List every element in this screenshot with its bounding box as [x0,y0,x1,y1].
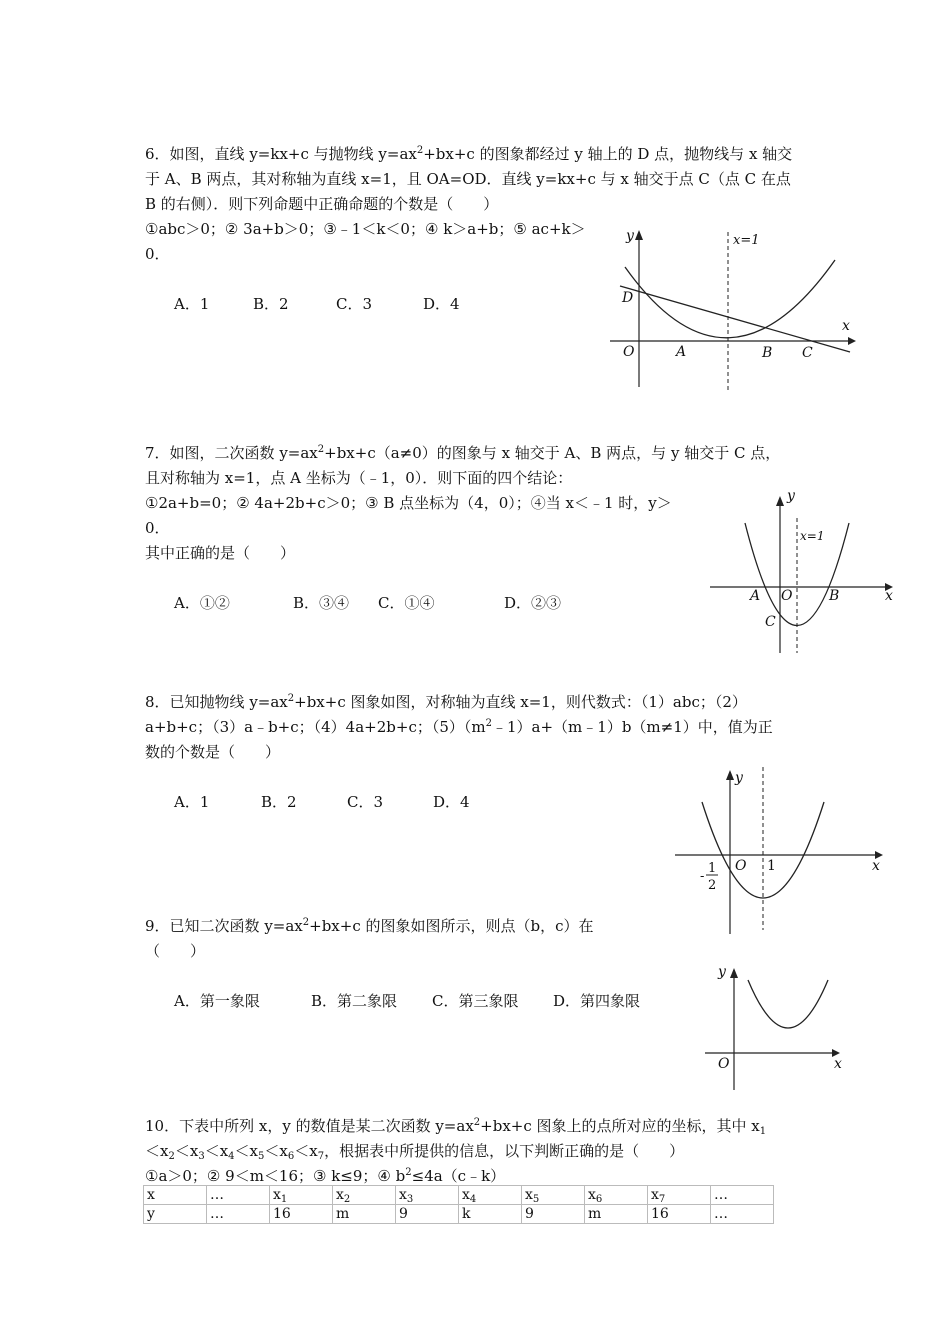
q6-label-b: B [762,345,773,361]
q6-label-d: D [622,290,634,306]
table-cell: $x_7$ [648,1186,711,1205]
q6-line-kx-c [620,286,850,352]
q6-option-a[interactable]: A．1 [174,295,210,313]
q9-option-a[interactable]: A．第一象限 [174,992,260,1010]
q7-line-4: 0． [145,519,170,537]
q10-sup: 2 [473,1117,481,1128]
q8-figure [670,762,892,937]
table-cell: $x_1$ [270,1186,333,1205]
q8-text-1b: +bx+c 图象如图，对称轴为直线 x=1，则代数式：（1）abc；（2） [294,693,747,711]
q8-option-d[interactable]: D．4 [433,793,470,811]
q10-text-3a: ①a＞0；② 9＜m＜16；③ k≤9；④ b [145,1167,406,1185]
q6-y-arrow [635,230,643,240]
q6-x-arrow [848,337,856,345]
table-cell-y-label: y [144,1205,207,1224]
table-cell: $x_3$ [396,1186,459,1205]
q7-line-2: 且对称轴为 x=1，点 A 坐标为（﹣1，0）．则下面的四个结论： [145,469,573,487]
table-cell: … [711,1186,774,1205]
q9-figure [700,958,850,1093]
q8-sup-2: 2 [485,718,492,729]
q7-option-c[interactable]: C．①④ [378,594,435,612]
q9-parabola [748,980,828,1028]
table-cell: m [333,1205,396,1224]
q6-option-d[interactable]: D．4 [423,295,460,313]
q7-figure [705,488,900,656]
q7-number: 7． [145,444,170,462]
q10-line-2: $<x_2<x_3<x_4<x_5<x_6<x_7$，根据表中所提供的信息，以下判断正确的是（ ） [145,1142,685,1162]
table-cell: … [207,1205,270,1224]
table-cell: 9 [396,1205,459,1224]
q9-option-b[interactable]: B．第二象限 [311,992,398,1010]
q6-figure [600,222,860,392]
q6-number: 6． [145,145,170,163]
table-cell: $x_6$ [585,1186,648,1205]
q6-line-3: B 的右侧）．则下列命题中正确命题的个数是（ ） [145,195,499,213]
table-row [144,1186,774,1205]
table-cell: $x_5$ [522,1186,585,1205]
q8-number: 8． [145,693,170,711]
q7-y-arrow [776,496,784,506]
q7-sup: 2 [317,444,325,455]
table-cell: k [459,1205,522,1224]
q9-label-y: y [718,964,726,980]
q8-label-minus: - [700,869,705,884]
q10-text-1b: +bx+c 图象上的点所对应的坐标，其中 x [480,1117,760,1135]
table-cell: 16 [648,1205,711,1224]
q6-label-y: y [626,228,634,244]
q8-line-1 [145,692,747,712]
table-cell: … [207,1186,270,1205]
q6-label-o: O [623,344,635,360]
q8-text-2b: ﹣1）a+（m﹣1）b（m≠1）中，值为正 [492,718,773,736]
q9-option-c[interactable]: C．第三象限 [432,992,519,1010]
q9-line-2: （ ） [145,942,206,960]
q10-value-table [143,1185,774,1224]
q6-option-c[interactable]: C．3 [336,295,373,313]
q10-line-3 [145,1166,505,1186]
q9-number: 9． [145,917,170,935]
q6-option-b[interactable]: B．2 [253,295,289,313]
q8-text-1a: 已知抛物线 y=ax [169,693,288,711]
q8-line-2 [145,717,773,737]
table-cell: 9 [522,1205,585,1224]
q7-label-a: A [750,588,761,604]
q9-y-arrow [730,968,738,978]
q8-label-o: O [735,858,747,874]
q7-label-c: C [765,614,776,630]
q9-line-1 [145,916,594,936]
q7-text-1b: +bx+c（a≠0）的图象与 x 轴交于 A、B 两点，与 y 轴交于 C 点， [324,444,781,462]
q6-text-1b: +bx+c 的图象都经过 y 轴上的 D 点，抛物线与 x 轴交 [423,145,793,163]
q6-line-1 [145,144,792,164]
q8-sup: 2 [287,693,295,704]
q7-label-b: B [829,588,840,604]
q10-text-3b: ≤4a（c﹣k） [411,1167,506,1185]
q9-label-x: x [834,1056,842,1072]
q7-label-axis: x=1 [800,529,825,543]
q6-label-axis: x=1 [733,233,760,248]
table-cell: 16 [270,1205,333,1224]
q6-line-5: 0． [145,245,170,263]
q6-line-2: 于 A、B 两点，其对称轴为直线 x=1，且 OA=OD．直线 y=kx+c 与 x 轴交于点 C（点 C 在点 [145,170,791,188]
q7-text-1a: 如图，二次函数 y=ax [169,444,318,462]
table-cell: m [585,1205,648,1224]
q7-label-o: O [781,588,793,604]
q7-line-5: 其中正确的是（ ） [145,544,296,562]
q9-label-o: O [718,1056,730,1072]
q7-option-a[interactable]: A．①② [174,594,230,612]
q7-option-b[interactable]: B．③④ [293,594,350,612]
q7-line-3: ①2a+b=0；② 4a+2b+c＞0；③ B 点坐标为（4，0）；④当 x＜﹣1 时，y＞ [145,494,672,512]
table-cell-x-label: x [144,1186,207,1205]
q8-option-c[interactable]: C．3 [347,793,384,811]
q6-text-1a: 如图，直线 y=kx+c 与抛物线 y=ax [169,145,417,163]
q7-option-d[interactable]: D．②③ [504,594,562,612]
q6-label-a: A [676,344,687,360]
q7-label-x: x [885,588,893,604]
q8-line-3: 数的个数是（ ） [145,743,281,761]
q6-sup: 2 [416,145,424,156]
q9-text-1b: +bx+c 的图象如图所示，则点（b，c）在 [309,917,594,935]
q8-option-b[interactable]: B．2 [261,793,297,811]
table-row [144,1205,774,1224]
q8-label-frac-den: 2 [708,878,717,893]
q8-label-y: y [735,770,743,786]
q8-label-one: 1 [767,858,776,874]
q6-parabola [625,260,835,338]
q6-label-c: C [802,345,813,361]
q7-label-y: y [787,488,795,504]
q10-sub: 1 [759,1126,767,1137]
table-cell: … [711,1205,774,1224]
q8-option-a[interactable]: A．1 [174,793,210,811]
q8-label-x: x [872,858,880,874]
q10-line-1 [145,1116,766,1136]
q6-label-x: x [842,318,850,334]
q10-text-1a: 下表中所列 x，y 的数值是某二次函数 y=ax [179,1117,474,1135]
q8-text-2a: a+b+c；（3）a﹣b+c；（4）4a+2b+c；（5）（m [145,718,486,736]
q8-y-arrow [726,770,734,780]
q9-option-d[interactable]: D．第四象限 [553,992,641,1010]
q7-line-1 [145,443,780,463]
q10-sup-3: 2 [405,1167,412,1178]
table-cell: $x_4$ [459,1186,522,1205]
q9-text-1a: 已知二次函数 y=ax [169,917,303,935]
q6-line-4: ①abc＞0；② 3a+b＞0；③﹣1＜k＜0；④ k＞a+b；⑤ ac+k＞ [145,220,586,238]
q9-sup: 2 [302,917,310,928]
q10-number: 10． [145,1117,180,1135]
table-cell: $x_2$ [333,1186,396,1205]
q8-label-frac-num: 1 [708,861,717,876]
